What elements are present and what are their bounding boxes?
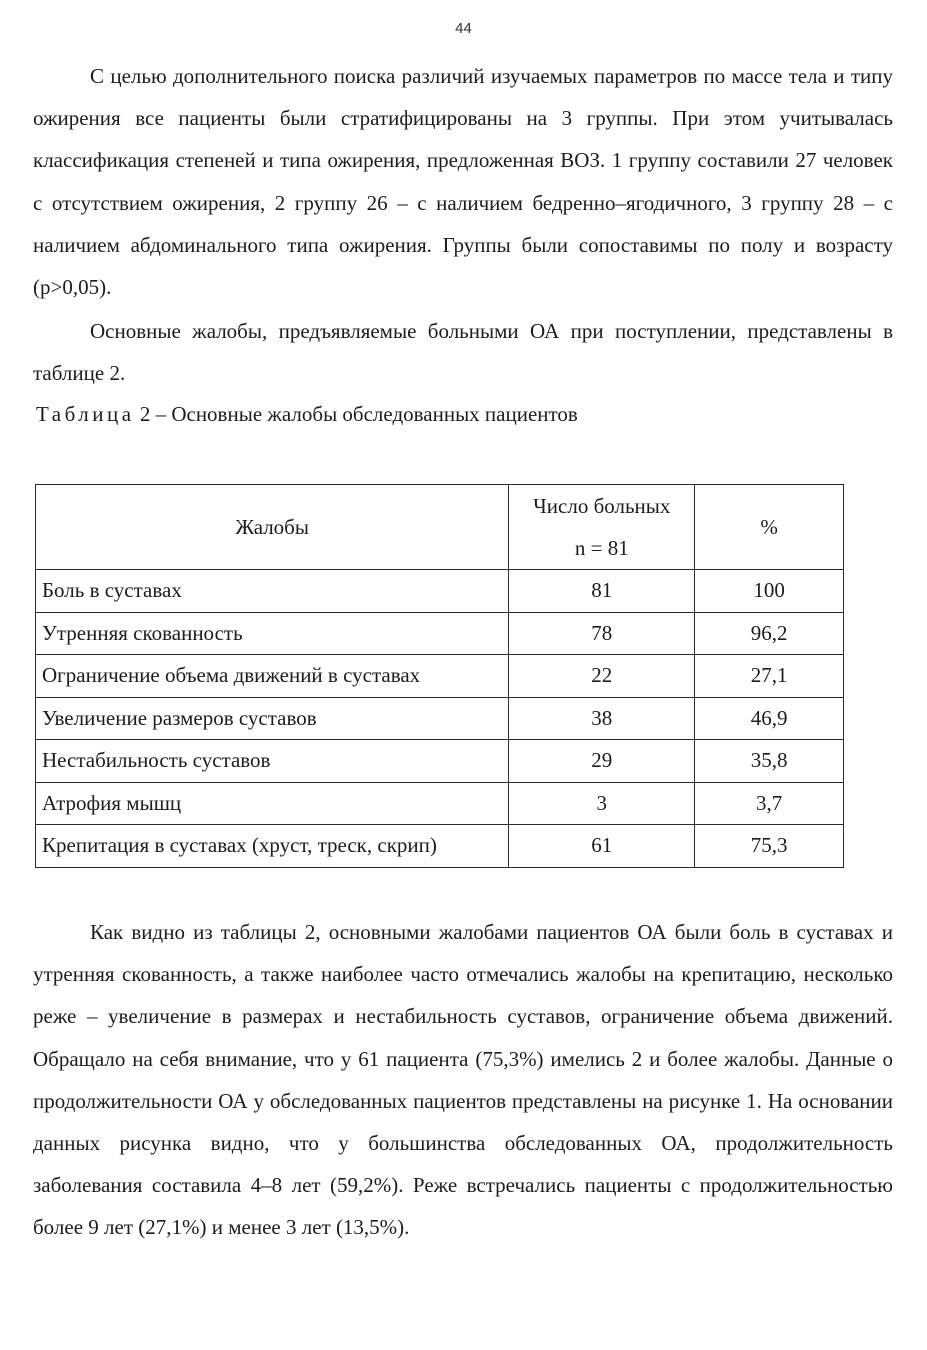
complaint-name: Увеличение размеров суставов <box>36 697 509 740</box>
complaints-table <box>35 484 844 868</box>
table-body <box>36 570 844 868</box>
patient-count: 38 <box>509 697 695 740</box>
table-row <box>36 782 844 825</box>
page-number: 44 <box>455 20 472 37</box>
percent-value: 35,8 <box>695 740 844 783</box>
table-row <box>36 655 844 698</box>
table-row <box>36 612 844 655</box>
paragraph-group-stratification: С целью дополнительного поиска различий изучаемых параметров по массе тела и типу ожирения все пациенты были стратифицированы на 3 группы. При этом учитывалась классификация степеней и типа ожирения, предложенная ВОЗ. 1 группу составили 27 человек с отсутствием ожирения, 2 группу 26 – с наличием бедренно–ягодичного, 3 группу 28 – с наличием абдоминального типа ожирения. Группы были сопоставимы по полу и возрасту (p>0,05). <box>33 64 893 300</box>
paragraph-complaints-intro: Основные жалобы, предъявляемые больными ОА при поступлении, представлены в таблице 2. <box>33 319 893 386</box>
header-count-total: n = 81 <box>574 536 629 560</box>
percent-value: 75,3 <box>695 825 844 868</box>
complaint-name: Крепитация в суставах (хруст, треск, скрип) <box>36 825 509 868</box>
table-row <box>36 825 844 868</box>
patient-count: 3 <box>509 782 695 825</box>
complaint-name: Боль в суставах <box>36 570 509 613</box>
patient-count: 81 <box>509 570 695 613</box>
header-patient-count <box>509 485 695 570</box>
complaint-name: Нестабильность суставов <box>36 740 509 783</box>
table-header-row <box>36 485 844 570</box>
percent-value: 96,2 <box>695 612 844 655</box>
table-row <box>36 697 844 740</box>
patient-count: 78 <box>509 612 695 655</box>
patient-count: 61 <box>509 825 695 868</box>
percent-value: 3,7 <box>695 782 844 825</box>
header-count-label: Число больных <box>533 494 671 518</box>
complaint-name: Утренняя скованность <box>36 612 509 655</box>
table-row <box>36 740 844 783</box>
table-row <box>36 570 844 613</box>
header-percent: % <box>695 485 844 570</box>
paragraph-table-discussion: Как видно из таблицы 2, основными жалобами пациентов ОА были боль в суставах и утренняя скованность, а также наиболее часто отмечались жалобы на крепитацию, несколько реже – увеличение в размерах и нестабильность суставов, ограничение объема движений. Обращало на себя внимание, что у 61 пациента (75,3%) имелись 2 и более жалобы. Данные о продолжительности ОА у обследованных пациентов представлены на рисунке 1. На основании данных рисунка видно, что у большинства обследованных ОА, продолжительность заболевания составила 4–8 лет (59,2%). Реже встречались пациенты с продолжительностью более 9 лет (27,1%) и менее 3 лет (13,5%). <box>33 920 893 1240</box>
percent-value: 46,9 <box>695 697 844 740</box>
table-caption-text: 2 – Основные жалобы обследованных пациентов <box>134 402 578 426</box>
table-caption-label: Таблица <box>36 402 135 426</box>
header-complaint: Жалобы <box>36 485 509 570</box>
patient-count: 22 <box>509 655 695 698</box>
percent-value: 27,1 <box>695 655 844 698</box>
percent-value: 100 <box>695 570 844 613</box>
table-caption <box>36 393 578 435</box>
patient-count: 29 <box>509 740 695 783</box>
complaint-name: Ограничение объема движений в суставах <box>36 655 509 698</box>
complaint-name: Атрофия мышц <box>36 782 509 825</box>
